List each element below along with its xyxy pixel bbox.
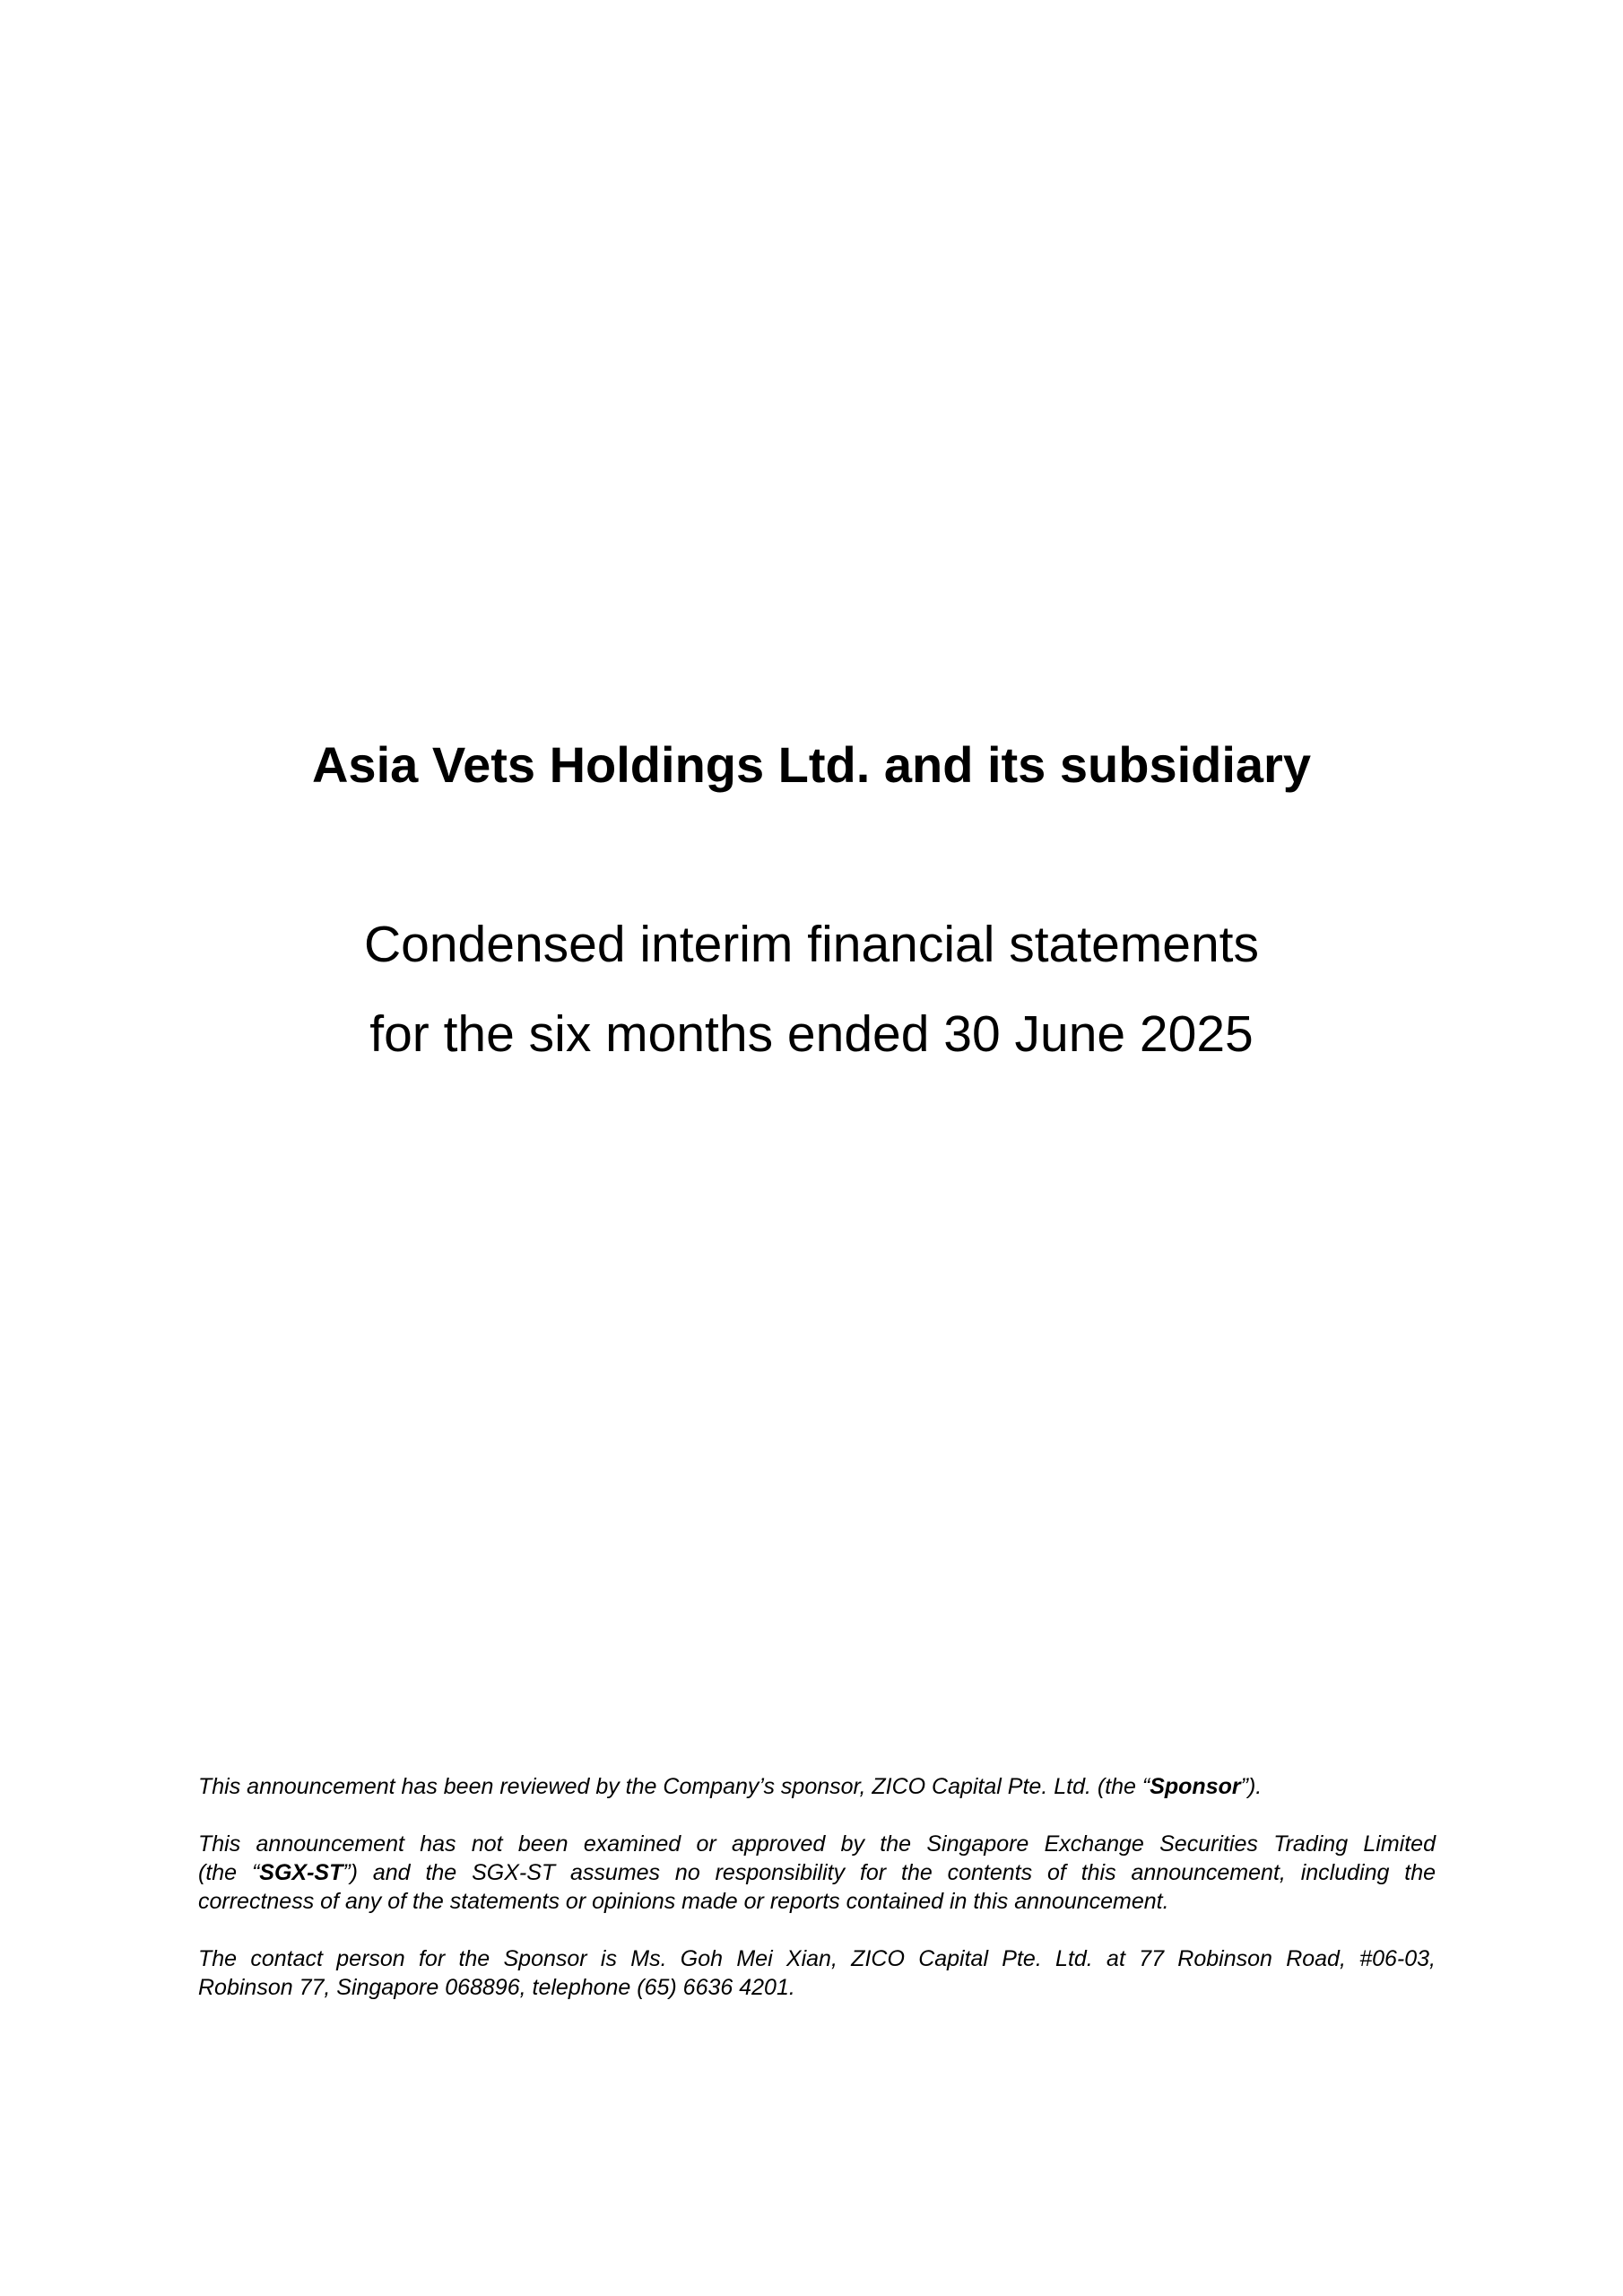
sgx-disclaimer-line-2 (198, 1858, 1436, 1887)
sponsor-term: Sponsor (1150, 1774, 1241, 1799)
company-title: Asia Vets Holdings Ltd. and its subsidiary (311, 736, 1311, 793)
sgx-disclaimer-line-2-start: (the “ (198, 1860, 260, 1885)
sponsor-contact-line-2: Robinson 77, Singapore 068896, telephone (65) 6636 4201. (198, 1975, 795, 2000)
sgx-disclaimer-line-1: This announcement has not been examined or approved by the Singapore Exchange Securities Trading Limited (198, 1831, 1436, 1857)
sgx-disclaimer-line-2-end: ”) and the SGX-ST assumes no responsibility for the contents of this announcement, including the (343, 1860, 1436, 1885)
sponsor-contact-statement (198, 1944, 1436, 2002)
sgx-disclaimer-statement (198, 1830, 1436, 1916)
sgx-st-term: SGX-ST (259, 1860, 343, 1885)
sponsor-review-text-end: ”). (1240, 1774, 1263, 1799)
sponsor-contact-line-1: The contact person for the Sponsor is Ms. Goh Mei Xian, ZICO Capital Pte. Ltd. at 77 Robinson Road, #06-03, (198, 1946, 1436, 1971)
sgx-disclaimer-line-3: correctness of any of the statements or opinions made or reports contained in this announcement. (198, 1889, 1169, 1914)
report-subtitle-line-2: for the six months ended 30 June 2025 (369, 1005, 1254, 1063)
sponsor-review-statement (198, 1772, 1436, 1801)
sponsor-review-text: This announcement has been reviewed by the Company’s sponsor, ZICO Capital Pte. Ltd. (the “ (198, 1774, 1150, 1799)
report-subtitle-line-1: Condensed interim financial statements (363, 916, 1260, 973)
